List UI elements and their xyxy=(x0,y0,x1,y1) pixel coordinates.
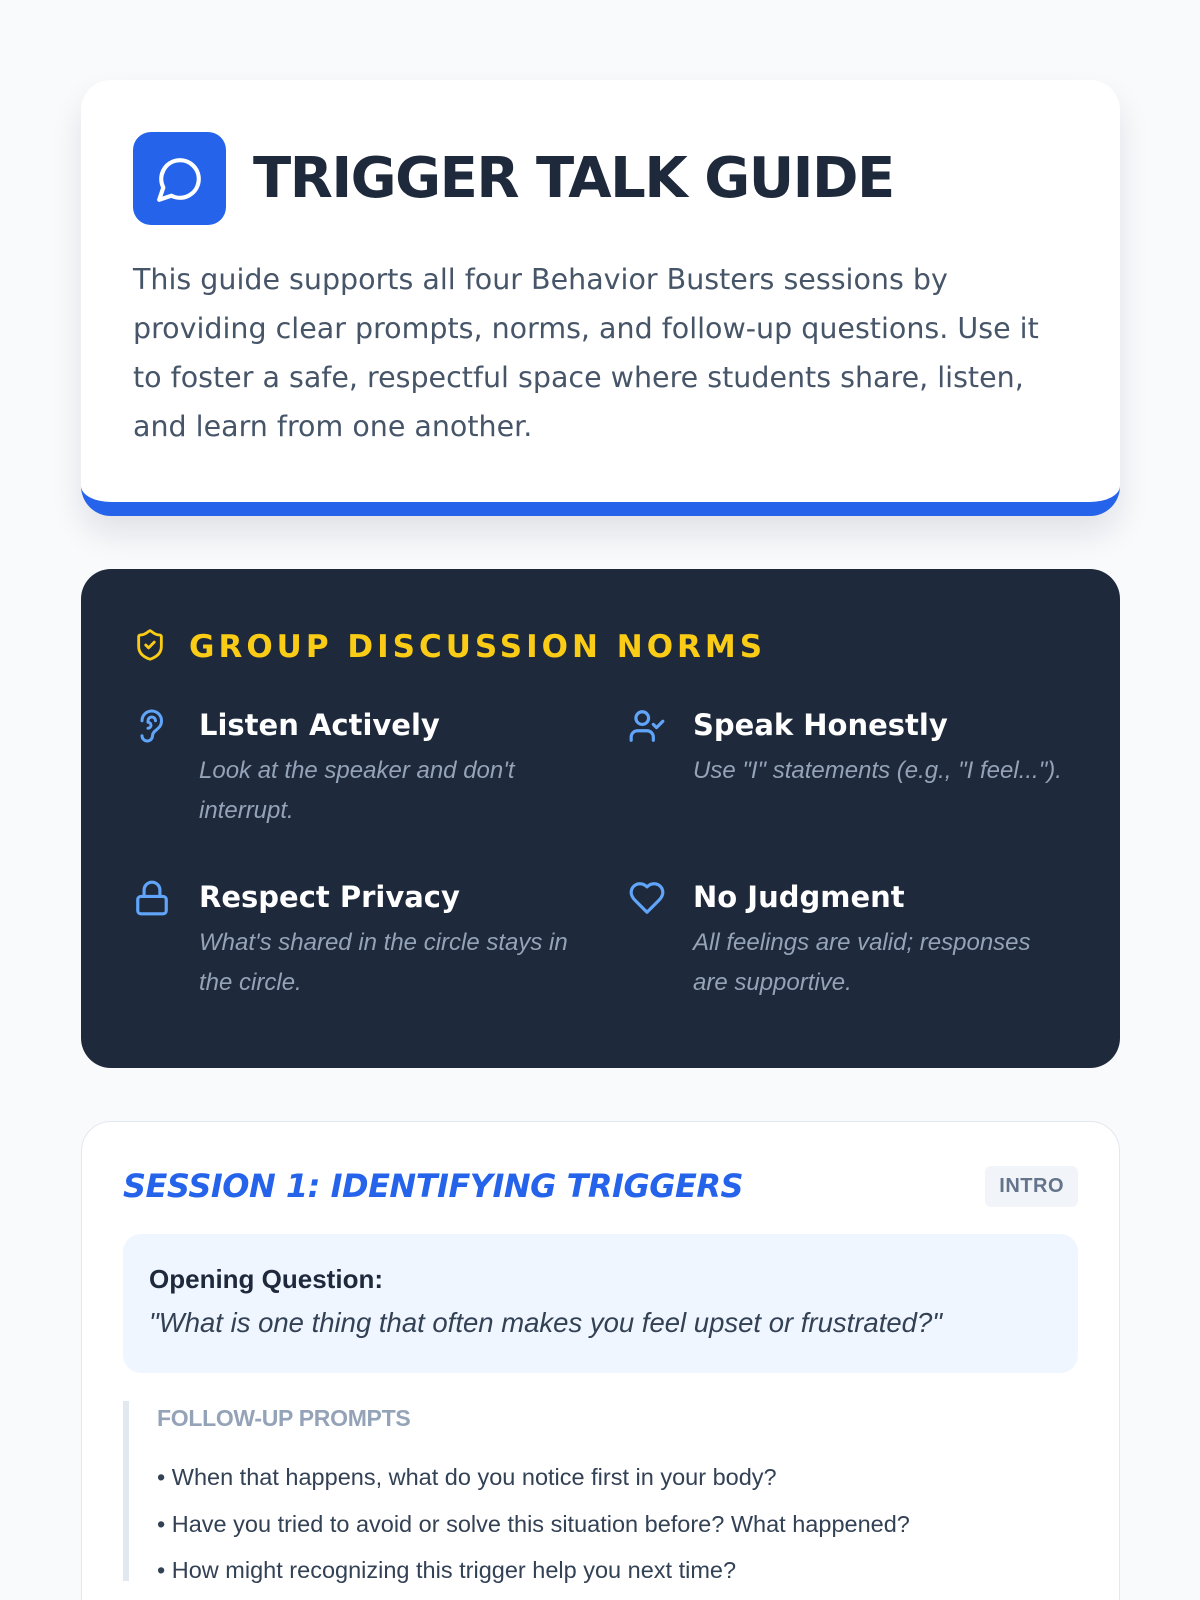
norm-description: Use "I" statements (e.g., "I feel..."). xyxy=(693,757,1062,784)
norm-text xyxy=(693,879,1063,1003)
page xyxy=(81,80,1120,1600)
norm-speak-honestly xyxy=(627,707,1062,831)
page-title: TRIGGER TALK GUIDE xyxy=(253,146,894,211)
session-badge: INTRO xyxy=(985,1166,1078,1207)
opening-question-box xyxy=(123,1234,1078,1373)
lock-icon xyxy=(133,879,199,1003)
norm-listen-actively xyxy=(133,707,627,831)
norms-title: GROUP DISCUSSION NORMS xyxy=(189,629,767,665)
norms-grid xyxy=(133,707,1068,1003)
session-1-card xyxy=(81,1121,1120,1600)
discussion-norms-card xyxy=(81,569,1120,1068)
shield-check-icon xyxy=(133,626,167,669)
norm-text xyxy=(199,707,569,831)
norms-header xyxy=(133,627,1068,667)
follow-up-label: FOLLOW-UP PROMPTS xyxy=(157,1405,411,1431)
follow-up-prompts xyxy=(123,1401,1078,1581)
norm-text xyxy=(199,879,569,1003)
title-row xyxy=(133,132,1068,225)
norm-respect-privacy xyxy=(133,879,627,1003)
ear-icon xyxy=(133,707,199,831)
heart-icon xyxy=(627,879,693,1003)
list-item: • When that happens, what do you notice first in your body? xyxy=(157,1454,1078,1501)
intro-text: This guide supports all four Behavior Busters sessions by providing clear prompts, norms, and follow-up questions. Use it to foster a safe, respectful space where students share, listen, and learn from one another. xyxy=(133,263,1039,443)
norm-title: Speak Honestly xyxy=(693,708,948,742)
opening-question-label: Opening Question: xyxy=(149,1264,383,1294)
user-check-icon xyxy=(627,707,693,831)
norm-title: No Judgment xyxy=(693,880,905,914)
list-item: • How might recognizing this trigger help you next time? xyxy=(157,1547,1078,1594)
guide-header-card xyxy=(81,80,1120,516)
norm-no-judgment xyxy=(627,879,1047,1003)
norm-description: Look at the speaker and don't interrupt. xyxy=(199,757,515,824)
list-item: • Have you tried to avoid or solve this situation before? What happened? xyxy=(157,1501,1078,1548)
norm-title: Listen Actively xyxy=(199,708,440,742)
norm-title: Respect Privacy xyxy=(199,880,460,914)
norm-description: All feelings are valid; responses are supportive. xyxy=(693,929,1031,996)
follow-up-list xyxy=(157,1454,1078,1594)
opening-question-text: "What is one thing that often makes you feel upset or frustrated?" xyxy=(149,1307,943,1338)
session-header xyxy=(123,1160,1078,1212)
norm-description: What's shared in the circle stays in the circle. xyxy=(199,929,568,996)
session-title: SESSION 1: IDENTIFYING TRIGGERS xyxy=(123,1167,744,1205)
chat-bubble-icon xyxy=(133,132,226,225)
norm-text xyxy=(693,707,1063,831)
